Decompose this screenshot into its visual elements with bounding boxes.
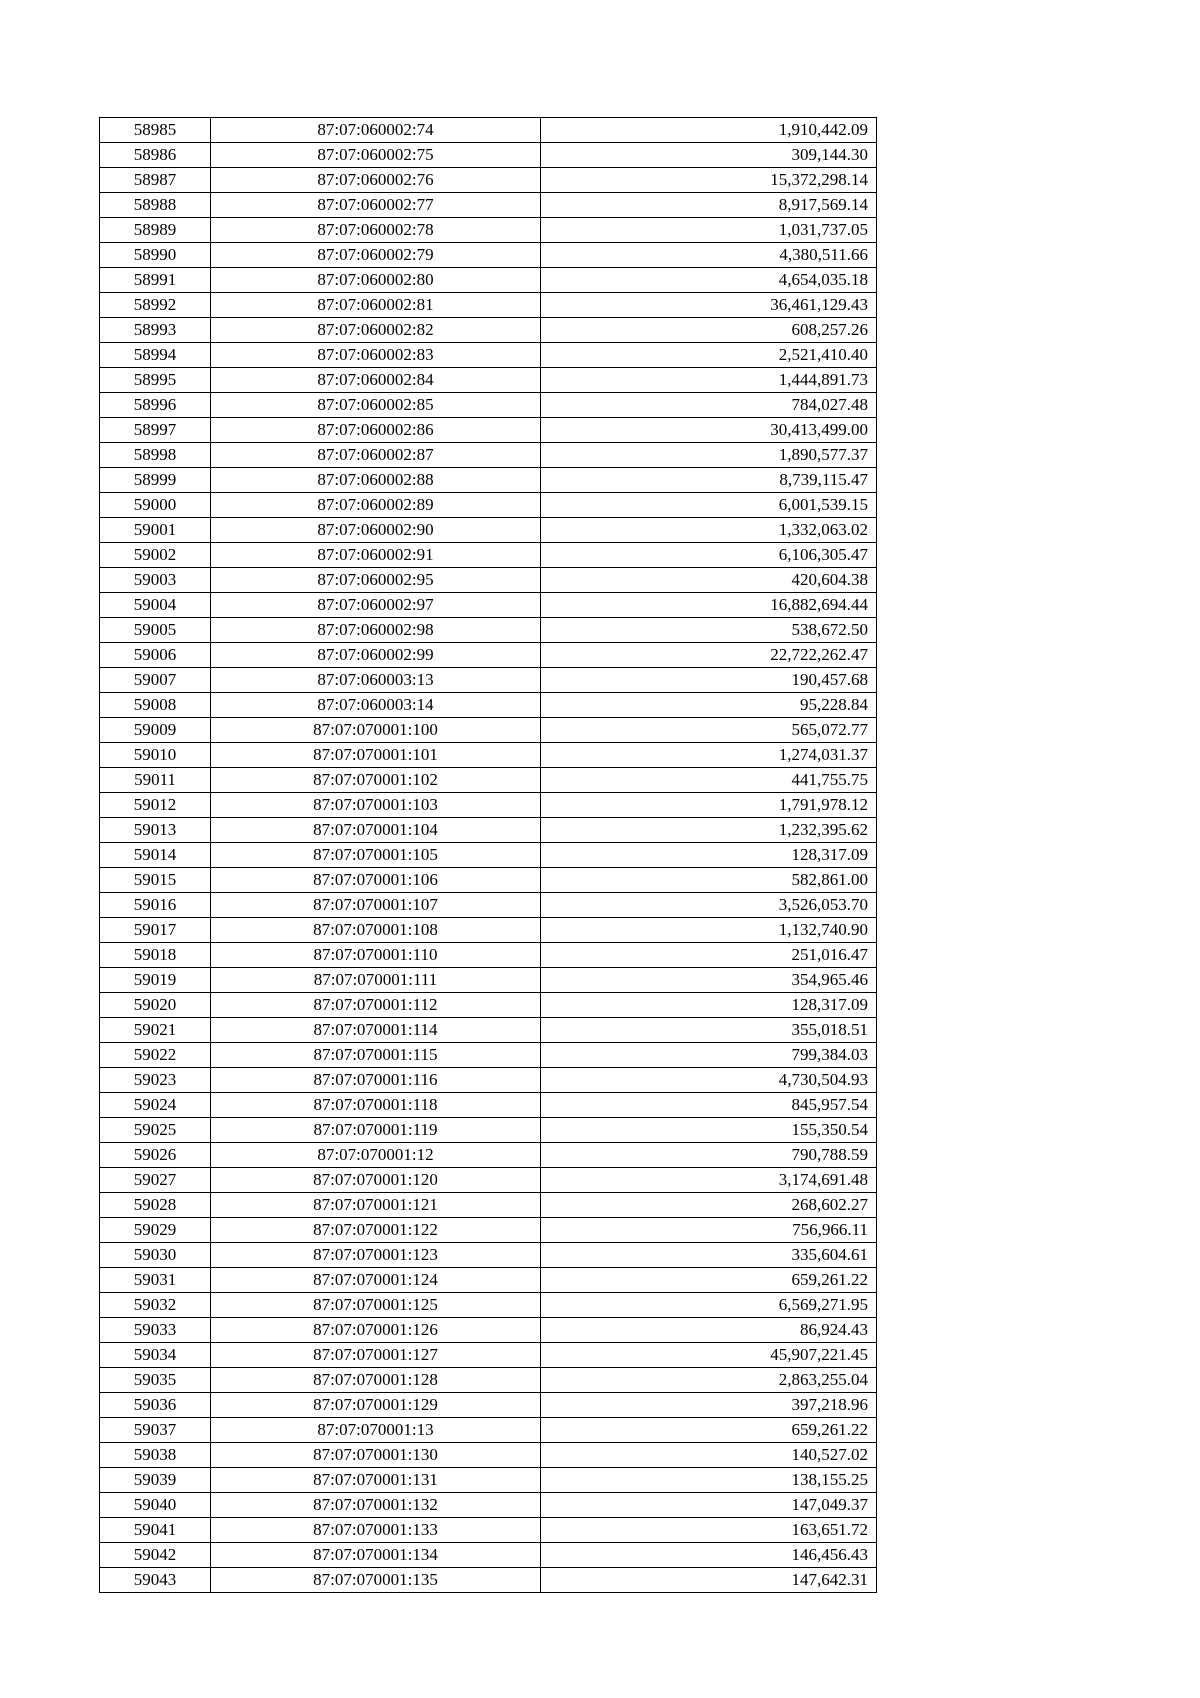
row-number-cell: 58992	[100, 293, 211, 318]
row-number-cell: 59023	[100, 1068, 211, 1093]
table-row	[100, 1118, 877, 1143]
value-cell: 784,027.48	[541, 393, 877, 418]
row-number-cell: 58994	[100, 343, 211, 368]
cadastral-number-cell: 87:07:070001:135	[211, 1568, 541, 1593]
cadastral-number-cell: 87:07:070001:115	[211, 1043, 541, 1068]
cadastral-number-cell: 87:07:070001:132	[211, 1493, 541, 1518]
value-cell: 128,317.09	[541, 843, 877, 868]
table-row	[100, 793, 877, 818]
value-cell: 1,890,577.37	[541, 443, 877, 468]
table-row	[100, 843, 877, 868]
value-cell: 190,457.68	[541, 668, 877, 693]
row-number-cell: 59027	[100, 1168, 211, 1193]
cadastral-number-cell: 87:07:060002:86	[211, 418, 541, 443]
row-number-cell: 59001	[100, 518, 211, 543]
row-number-cell: 59043	[100, 1568, 211, 1593]
table-row	[100, 1168, 877, 1193]
value-cell: 1,274,031.37	[541, 743, 877, 768]
cadastral-number-cell: 87:07:070001:116	[211, 1068, 541, 1093]
cadastral-number-cell: 87:07:070001:105	[211, 843, 541, 868]
row-number-cell: 59008	[100, 693, 211, 718]
row-number-cell: 59029	[100, 1218, 211, 1243]
value-cell: 1,031,737.05	[541, 218, 877, 243]
row-number-cell: 58987	[100, 168, 211, 193]
data-table	[99, 117, 877, 1593]
row-number-cell: 59012	[100, 793, 211, 818]
cadastral-number-cell: 87:07:060002:83	[211, 343, 541, 368]
row-number-cell: 58991	[100, 268, 211, 293]
table-row	[100, 943, 877, 968]
table-row	[100, 1518, 877, 1543]
value-cell: 845,957.54	[541, 1093, 877, 1118]
value-cell: 2,521,410.40	[541, 343, 877, 368]
value-cell: 538,672.50	[541, 618, 877, 643]
row-number-cell: 58993	[100, 318, 211, 343]
value-cell: 4,730,504.93	[541, 1068, 877, 1093]
row-number-cell: 58986	[100, 143, 211, 168]
table-row	[100, 518, 877, 543]
table-row	[100, 1343, 877, 1368]
cadastral-number-cell: 87:07:070001:131	[211, 1468, 541, 1493]
value-cell: 608,257.26	[541, 318, 877, 343]
value-cell: 420,604.38	[541, 568, 877, 593]
cadastral-number-cell: 87:07:070001:130	[211, 1443, 541, 1468]
table-row	[100, 468, 877, 493]
table-row	[100, 543, 877, 568]
row-number-cell: 59010	[100, 743, 211, 768]
cadastral-number-cell: 87:07:070001:112	[211, 993, 541, 1018]
row-number-cell: 59000	[100, 493, 211, 518]
table-row	[100, 443, 877, 468]
cadastral-number-cell: 87:07:070001:125	[211, 1293, 541, 1318]
table-row	[100, 1143, 877, 1168]
row-number-cell: 59026	[100, 1143, 211, 1168]
value-cell: 15,372,298.14	[541, 168, 877, 193]
value-cell: 6,106,305.47	[541, 543, 877, 568]
cadastral-number-cell: 87:07:070001:13	[211, 1418, 541, 1443]
table-row	[100, 118, 877, 143]
table-row	[100, 1443, 877, 1468]
row-number-cell: 59003	[100, 568, 211, 593]
table-row	[100, 993, 877, 1018]
row-number-cell: 59037	[100, 1418, 211, 1443]
cadastral-number-cell: 87:07:060002:78	[211, 218, 541, 243]
value-cell: 335,604.61	[541, 1243, 877, 1268]
value-cell: 756,966.11	[541, 1218, 877, 1243]
value-cell: 36,461,129.43	[541, 293, 877, 318]
value-cell: 1,332,063.02	[541, 518, 877, 543]
table-row	[100, 293, 877, 318]
cadastral-number-cell: 87:07:060002:90	[211, 518, 541, 543]
row-number-cell: 59039	[100, 1468, 211, 1493]
cadastral-number-cell: 87:07:070001:104	[211, 818, 541, 843]
cadastral-number-cell: 87:07:060002:85	[211, 393, 541, 418]
cadastral-number-cell: 87:07:070001:120	[211, 1168, 541, 1193]
cadastral-number-cell: 87:07:070001:127	[211, 1343, 541, 1368]
table-row	[100, 1493, 877, 1518]
table-body	[100, 118, 877, 1593]
row-number-cell: 59033	[100, 1318, 211, 1343]
value-cell: 251,016.47	[541, 943, 877, 968]
row-number-cell: 58999	[100, 468, 211, 493]
cadastral-number-cell: 87:07:060003:14	[211, 693, 541, 718]
value-cell: 799,384.03	[541, 1043, 877, 1068]
value-cell: 1,910,442.09	[541, 118, 877, 143]
table-row	[100, 918, 877, 943]
table-row	[100, 168, 877, 193]
cadastral-number-cell: 87:07:070001:128	[211, 1368, 541, 1393]
cadastral-number-cell: 87:07:070001:133	[211, 1518, 541, 1543]
value-cell: 659,261.22	[541, 1268, 877, 1293]
value-cell: 1,132,740.90	[541, 918, 877, 943]
row-number-cell: 59021	[100, 1018, 211, 1043]
cadastral-number-cell: 87:07:060002:82	[211, 318, 541, 343]
value-cell: 4,380,511.66	[541, 243, 877, 268]
table-row	[100, 368, 877, 393]
row-number-cell: 59006	[100, 643, 211, 668]
table-row	[100, 193, 877, 218]
cadastral-number-cell: 87:07:070001:102	[211, 768, 541, 793]
cadastral-number-cell: 87:07:060002:88	[211, 468, 541, 493]
row-number-cell: 59018	[100, 943, 211, 968]
table-row	[100, 768, 877, 793]
cadastral-number-cell: 87:07:070001:123	[211, 1243, 541, 1268]
cadastral-number-cell: 87:07:070001:134	[211, 1543, 541, 1568]
table-row	[100, 1318, 877, 1343]
row-number-cell: 59032	[100, 1293, 211, 1318]
cadastral-number-cell: 87:07:060002:95	[211, 568, 541, 593]
value-cell: 155,350.54	[541, 1118, 877, 1143]
value-cell: 95,228.84	[541, 693, 877, 718]
row-number-cell: 59042	[100, 1543, 211, 1568]
row-number-cell: 58997	[100, 418, 211, 443]
row-number-cell: 59017	[100, 918, 211, 943]
table-row	[100, 343, 877, 368]
cadastral-number-cell: 87:07:070001:111	[211, 968, 541, 993]
table-row	[100, 693, 877, 718]
value-cell: 1,444,891.73	[541, 368, 877, 393]
row-number-cell: 59007	[100, 668, 211, 693]
row-number-cell: 58998	[100, 443, 211, 468]
table-row	[100, 818, 877, 843]
value-cell: 4,654,035.18	[541, 268, 877, 293]
cadastral-number-cell: 87:07:070001:126	[211, 1318, 541, 1343]
cadastral-number-cell: 87:07:070001:119	[211, 1118, 541, 1143]
table-row	[100, 1418, 877, 1443]
cadastral-number-cell: 87:07:060002:74	[211, 118, 541, 143]
row-number-cell: 59009	[100, 718, 211, 743]
row-number-cell: 59030	[100, 1243, 211, 1268]
cadastral-number-cell: 87:07:070001:108	[211, 918, 541, 943]
value-cell: 354,965.46	[541, 968, 877, 993]
cadastral-number-cell: 87:07:060002:87	[211, 443, 541, 468]
row-number-cell: 59022	[100, 1043, 211, 1068]
table-row	[100, 1243, 877, 1268]
table-row	[100, 643, 877, 668]
row-number-cell: 59024	[100, 1093, 211, 1118]
row-number-cell: 59031	[100, 1268, 211, 1293]
row-number-cell: 58995	[100, 368, 211, 393]
value-cell: 441,755.75	[541, 768, 877, 793]
cadastral-number-cell: 87:07:070001:118	[211, 1093, 541, 1118]
row-number-cell: 58990	[100, 243, 211, 268]
cadastral-number-cell: 87:07:060002:81	[211, 293, 541, 318]
table-row	[100, 1093, 877, 1118]
row-number-cell: 59004	[100, 593, 211, 618]
cadastral-number-cell: 87:07:060002:76	[211, 168, 541, 193]
cadastral-number-cell: 87:07:070001:110	[211, 943, 541, 968]
cadastral-number-cell: 87:07:070001:100	[211, 718, 541, 743]
value-cell: 1,791,978.12	[541, 793, 877, 818]
value-cell: 138,155.25	[541, 1468, 877, 1493]
table-row	[100, 743, 877, 768]
cadastral-number-cell: 87:07:070001:114	[211, 1018, 541, 1043]
cadastral-number-cell: 87:07:060002:79	[211, 243, 541, 268]
row-number-cell: 59038	[100, 1443, 211, 1468]
value-cell: 146,456.43	[541, 1543, 877, 1568]
table-row	[100, 418, 877, 443]
cadastral-number-cell: 87:07:070001:124	[211, 1268, 541, 1293]
table-row	[100, 593, 877, 618]
row-number-cell: 58988	[100, 193, 211, 218]
cadastral-number-cell: 87:07:060002:80	[211, 268, 541, 293]
table-row	[100, 868, 877, 893]
value-cell: 790,788.59	[541, 1143, 877, 1168]
table-row	[100, 1218, 877, 1243]
row-number-cell: 59013	[100, 818, 211, 843]
table-row	[100, 568, 877, 593]
value-cell: 8,739,115.47	[541, 468, 877, 493]
row-number-cell: 59011	[100, 768, 211, 793]
table-row	[100, 318, 877, 343]
cadastral-number-cell: 87:07:060003:13	[211, 668, 541, 693]
value-cell: 309,144.30	[541, 143, 877, 168]
table-row	[100, 243, 877, 268]
value-cell: 268,602.27	[541, 1193, 877, 1218]
table-row	[100, 1018, 877, 1043]
cadastral-number-cell: 87:07:070001:129	[211, 1393, 541, 1418]
value-cell: 3,174,691.48	[541, 1168, 877, 1193]
cadastral-number-cell: 87:07:070001:107	[211, 893, 541, 918]
value-cell: 147,049.37	[541, 1493, 877, 1518]
row-number-cell: 59020	[100, 993, 211, 1018]
table-row	[100, 1193, 877, 1218]
table-row	[100, 1068, 877, 1093]
table-row	[100, 1393, 877, 1418]
value-cell: 16,882,694.44	[541, 593, 877, 618]
table-row	[100, 618, 877, 643]
table-row	[100, 668, 877, 693]
cadastral-number-cell: 87:07:070001:12	[211, 1143, 541, 1168]
row-number-cell: 59034	[100, 1343, 211, 1368]
table-row	[100, 968, 877, 993]
row-number-cell: 59015	[100, 868, 211, 893]
value-cell: 582,861.00	[541, 868, 877, 893]
row-number-cell: 59005	[100, 618, 211, 643]
cadastral-number-cell: 87:07:060002:77	[211, 193, 541, 218]
row-number-cell: 59014	[100, 843, 211, 868]
row-number-cell: 59036	[100, 1393, 211, 1418]
table-row	[100, 1268, 877, 1293]
row-number-cell: 59025	[100, 1118, 211, 1143]
value-cell: 86,924.43	[541, 1318, 877, 1343]
row-number-cell: 59019	[100, 968, 211, 993]
table-row	[100, 1043, 877, 1068]
value-cell: 147,642.31	[541, 1568, 877, 1593]
cadastral-number-cell: 87:07:070001:101	[211, 743, 541, 768]
table-row	[100, 1468, 877, 1493]
value-cell: 8,917,569.14	[541, 193, 877, 218]
cadastral-number-cell: 87:07:060002:75	[211, 143, 541, 168]
value-cell: 163,651.72	[541, 1518, 877, 1543]
value-cell: 30,413,499.00	[541, 418, 877, 443]
cadastral-number-cell: 87:07:070001:121	[211, 1193, 541, 1218]
table-row	[100, 1368, 877, 1393]
row-number-cell: 58989	[100, 218, 211, 243]
cadastral-number-cell: 87:07:070001:103	[211, 793, 541, 818]
cadastral-number-cell: 87:07:060002:99	[211, 643, 541, 668]
value-cell: 659,261.22	[541, 1418, 877, 1443]
row-number-cell: 59028	[100, 1193, 211, 1218]
cadastral-number-cell: 87:07:060002:89	[211, 493, 541, 518]
value-cell: 45,907,221.45	[541, 1343, 877, 1368]
row-number-cell: 59016	[100, 893, 211, 918]
table-row	[100, 718, 877, 743]
value-cell: 355,018.51	[541, 1018, 877, 1043]
table-row	[100, 493, 877, 518]
cadastral-number-cell: 87:07:060002:97	[211, 593, 541, 618]
value-cell: 397,218.96	[541, 1393, 877, 1418]
cadastral-number-cell: 87:07:060002:84	[211, 368, 541, 393]
value-cell: 1,232,395.62	[541, 818, 877, 843]
cadastral-number-cell: 87:07:070001:106	[211, 868, 541, 893]
row-number-cell: 59002	[100, 543, 211, 568]
table-row	[100, 143, 877, 168]
row-number-cell: 58996	[100, 393, 211, 418]
value-cell: 22,722,262.47	[541, 643, 877, 668]
value-cell: 2,863,255.04	[541, 1368, 877, 1393]
cadastral-number-cell: 87:07:060002:98	[211, 618, 541, 643]
value-cell: 128,317.09	[541, 993, 877, 1018]
row-number-cell: 59040	[100, 1493, 211, 1518]
cadastral-number-cell: 87:07:060002:91	[211, 543, 541, 568]
table-row	[100, 1293, 877, 1318]
row-number-cell: 59035	[100, 1368, 211, 1393]
value-cell: 140,527.02	[541, 1443, 877, 1468]
row-number-cell: 58985	[100, 118, 211, 143]
value-cell: 6,001,539.15	[541, 493, 877, 518]
table-row	[100, 1543, 877, 1568]
table-row	[100, 393, 877, 418]
table-row	[100, 268, 877, 293]
value-cell: 3,526,053.70	[541, 893, 877, 918]
table-row	[100, 893, 877, 918]
row-number-cell: 59041	[100, 1518, 211, 1543]
table-row	[100, 1568, 877, 1593]
table-row	[100, 218, 877, 243]
value-cell: 6,569,271.95	[541, 1293, 877, 1318]
value-cell: 565,072.77	[541, 718, 877, 743]
cadastral-number-cell: 87:07:070001:122	[211, 1218, 541, 1243]
